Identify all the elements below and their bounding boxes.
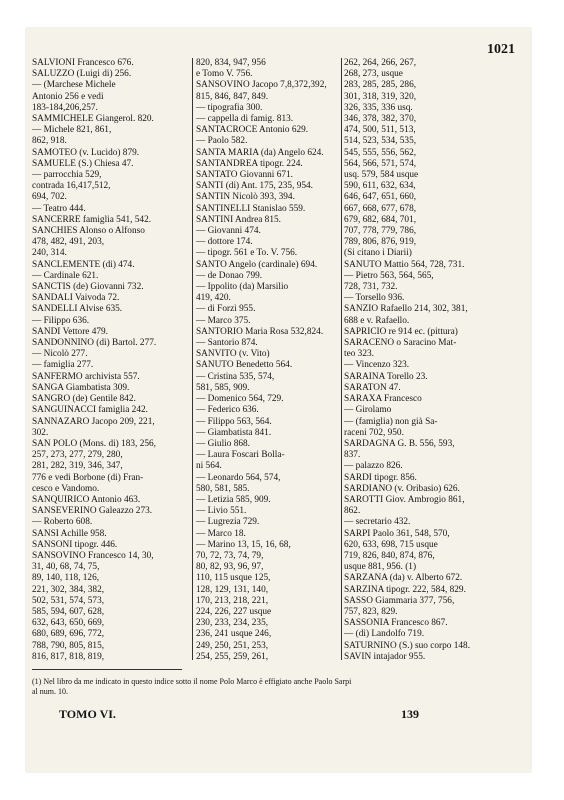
index-entry: SAMOTEO (v. Lucido) 879.	[32, 147, 140, 158]
index-entry: — Marco 18.	[196, 528, 246, 539]
index-entry: — parrocchia 529,	[32, 170, 102, 181]
index-entry: 301, 318, 319, 320,	[344, 91, 417, 102]
index-entry: — Teatro 444.	[32, 203, 86, 214]
index-entry: 170, 213, 218, 221,	[196, 595, 269, 606]
index-entry: SANCLEMENTE (di) 474.	[32, 259, 135, 270]
index-entry: 757, 823, 829.	[344, 606, 398, 617]
index-entry: SANGUINACCI famiglia 242.	[32, 405, 148, 416]
index-entry: 694, 702.	[32, 192, 67, 203]
index-entry: SANSI Achille 958.	[32, 528, 107, 539]
index-entry: SARPI Paolo 361, 548, 570,	[344, 528, 450, 539]
index-entry: 707, 778, 779, 786,	[344, 226, 417, 237]
index-entry: SAPRICIO re 914 ec. (pittura)	[344, 326, 458, 337]
index-entry: 262, 264, 266, 267,	[344, 58, 417, 68]
index-entry: — di Forzì 955.	[196, 304, 256, 315]
index-entry: SANTI (di) Ant. 175, 235, 954.	[196, 181, 313, 192]
index-entry: 585, 594, 607, 628,	[32, 606, 105, 617]
index-entry: SANFERMO archivista 557.	[32, 371, 140, 382]
index-entry: 128, 129, 131, 140,	[196, 584, 269, 595]
index-entry: SANTORIO Maria Rosa 532,824.	[196, 326, 324, 337]
index-entry: SANZIO Rafaello 214, 302, 381,	[344, 304, 468, 315]
page-number: 1021	[487, 42, 515, 57]
index-entry: Antonio 256 e vedi	[32, 91, 104, 102]
index-entry: SANDI Vettore 479.	[32, 326, 109, 337]
index-entry: SANDELLI Alvise 635.	[32, 304, 123, 315]
index-entry: — Cardinale 621.	[32, 270, 99, 281]
index-entry: SANSOVINO Francesco 14, 30,	[32, 550, 154, 561]
index-entry: 719, 826, 840, 874, 876,	[344, 550, 435, 561]
index-entry: 474, 500, 511, 513,	[344, 125, 416, 136]
index-entry: SATURNINO (S.) suo corpo 148.	[344, 640, 471, 651]
index-entry: SANTANDREA tipogr. 224.	[196, 158, 303, 169]
index-entry: SAN POLO (Mons. di) 183, 256,	[32, 438, 156, 449]
index-entry: 31, 40, 68, 74, 75,	[32, 562, 100, 573]
index-entry: SARZINA tipogr. 222, 584, 829.	[344, 584, 466, 595]
footnote-line: al num. 10.	[32, 687, 68, 696]
index-entry: SANDONNINO (di) Bartol. 277.	[32, 338, 157, 349]
index-entry: — Nicolò 277.	[32, 349, 88, 360]
index-entry: 254, 255, 259, 261,	[196, 651, 269, 662]
index-entry: — cappella di famig. 813.	[196, 114, 294, 125]
index-entry: SANNAZARO Jacopo 209, 221,	[32, 416, 155, 427]
index-entry: 80, 82, 93, 96, 97,	[196, 562, 264, 573]
index-entry: SASSO Giammaria 377, 756,	[344, 595, 455, 606]
index-entry: — Paolo 582.	[196, 136, 248, 147]
index-entry: SANSOVINO Jacopo 7,8,372,392,	[196, 80, 327, 91]
index-entry: — palazzo 826.	[344, 461, 403, 472]
index-entry: SARDIANO (v. Oribasio) 626.	[344, 483, 460, 494]
index-entry: 620, 633, 698, 715 usque	[344, 539, 438, 550]
index-entry: SANUTO Mattio 564, 728, 731.	[344, 259, 465, 270]
index-entry: — tipogr. 561 e To. V. 756.	[196, 248, 298, 259]
index-entry: — Michele 821, 861,	[32, 125, 112, 136]
index-entry: 688 e v. Rafaello.	[344, 315, 410, 326]
index-entry: 346, 378, 382, 370,	[344, 114, 417, 125]
index-entry: SAMUELE (S.) Chiesa 47.	[32, 158, 134, 169]
index-entry: raceni 702, 950.	[344, 427, 404, 438]
index-entry: 816, 817, 818, 819,	[32, 651, 105, 662]
index-entry: — famiglia 277.	[32, 360, 94, 371]
index-entry: — (famiglia) non già Sa-	[344, 416, 438, 427]
index-entry: 820, 834, 947, 956	[196, 58, 266, 68]
index-entry: SARZANA (da) v. Alberto 672.	[344, 573, 463, 584]
index-entry: 632, 643, 650, 669,	[32, 618, 105, 629]
index-entry: ni 564.	[196, 461, 222, 472]
index-entry: 89, 140, 118, 126,	[32, 573, 100, 584]
index-entry: SALUZZO (Luigi di) 256.	[32, 69, 132, 80]
index-entry: — Filippo 636.	[32, 315, 90, 326]
index-entry: — Vincenzo 323.	[344, 360, 410, 371]
index-entry: 302.	[32, 427, 49, 438]
index-entry: contrada 16,417,512,	[32, 181, 111, 192]
index-entry: SANGA Giambatista 309.	[32, 382, 130, 393]
index-entry: — Livio 551.	[196, 506, 247, 517]
index-entry: 646, 647, 651, 660,	[344, 192, 417, 203]
index-entry: SARDAGNA G. B. 556, 593,	[344, 438, 455, 449]
index-entry: SANTINELLI Stanislao 559.	[196, 203, 306, 214]
index-entry: 667, 668, 677, 678,	[344, 203, 417, 214]
index-entry: usque 881, 956. (1)	[344, 562, 417, 573]
index-entry: SANVITO (v. Vito)	[196, 349, 270, 360]
index-entry: 545, 555, 556, 562,	[344, 147, 417, 158]
index-entry: 419, 420.	[196, 293, 231, 304]
index-entry: SARAINA Torello 23.	[344, 371, 428, 382]
index-entry: 590, 611, 632, 634,	[344, 181, 416, 192]
index-entry: — Santorio 874.	[196, 338, 258, 349]
footnote	[32, 677, 502, 697]
index-entry: 679, 682, 684, 701,	[344, 214, 417, 225]
index-entry: SANTACROCE Antonio 629.	[196, 125, 309, 136]
index-entry: — dottore 174.	[196, 237, 253, 248]
index-entry: 514, 523, 534, 535,	[344, 136, 417, 147]
index-entry: — Roberto 608.	[32, 517, 93, 528]
index-entry: 776 e vedi Borbone (di) Fran-	[32, 472, 144, 483]
index-entry: 862, 918.	[32, 136, 67, 147]
index-entry: SANTO Angelo (cardinale) 694.	[196, 259, 318, 270]
index-entry: — Torsello 936.	[344, 293, 405, 304]
index-entry: SAROTTI Giov. Ambrogio 861,	[344, 494, 465, 505]
index-entry: 224, 226, 227 usque	[196, 606, 272, 617]
index-entry: 502, 531, 574, 573,	[32, 595, 105, 606]
index-entry: — Cristina 535, 574,	[196, 371, 275, 382]
column-divider	[192, 58, 193, 660]
index-entry: 580, 581, 585.	[196, 483, 250, 494]
index-entry: usq. 579, 584 usque	[344, 170, 419, 181]
index-entry: 249, 250, 251, 253,	[196, 640, 269, 651]
index-entry: — Domenico 564, 729.	[196, 394, 284, 405]
index-entry: — Leonardo 564, 574,	[196, 472, 281, 483]
index-entry: — Giambatista 841.	[196, 427, 272, 438]
folio-number: 139	[401, 707, 419, 721]
index-entry: 815, 846, 847, 849.	[196, 91, 269, 102]
index-entry: — Marino 13, 15, 16, 68,	[196, 539, 291, 550]
index-entry: — Ippolito (da) Marsilio	[196, 282, 289, 293]
index-entry: 283, 285, 285, 286,	[344, 80, 417, 91]
index-entry: — Lugrezia 729.	[196, 517, 260, 528]
index-entry: — Filippo 563, 564.	[196, 416, 272, 427]
index-entry: — Girolamo	[344, 405, 392, 416]
index-entry: SARAXA Francesco	[344, 394, 422, 405]
index-entry: 680, 689, 696, 772,	[32, 629, 105, 640]
index-entry: — Giulio 868.	[196, 438, 250, 449]
index-entry: SARATON 47.	[344, 382, 401, 393]
index-entry: SAVIN intajador 955.	[344, 651, 426, 662]
index-entry: 70, 72, 73, 74, 79,	[196, 550, 264, 561]
index-entry: SANUTO Benedetto 564.	[196, 360, 293, 371]
index-entry: (Si citano i Diarii)	[344, 248, 412, 259]
index-entry: 110, 115 usque 125,	[196, 573, 271, 584]
index-entry: — (Marchese Michele	[32, 80, 116, 91]
index-entry: — de Donao 799.	[196, 270, 263, 281]
index-entry: 281, 282, 319, 346, 347,	[32, 461, 123, 472]
index-entry: 268, 273, usque	[344, 69, 403, 80]
index-entry: SANSONI tipogr. 446.	[32, 539, 118, 550]
index-entry: SANTA MARIA (da) Angelo 624.	[196, 147, 324, 158]
index-page	[26, 28, 531, 772]
footnote-rule	[32, 669, 182, 670]
index-entry: SASSONIA Francesco 867.	[344, 618, 448, 629]
index-entry: 257, 273, 277, 279, 280,	[32, 450, 123, 461]
index-entry: — tipografia 300.	[196, 102, 263, 113]
index-entry: 728, 731, 732.	[344, 282, 398, 293]
index-entry: 789, 806, 876, 919,	[344, 237, 417, 248]
index-entry: SARDI tipogr. 856.	[344, 472, 417, 483]
index-entry: 221, 302, 384, 382,	[32, 584, 105, 595]
index-entry: 837.	[344, 450, 361, 461]
index-entry: SANGRO (de) Gentile 842.	[32, 394, 136, 405]
index-entry: — (di) Landolfo 719.	[344, 629, 425, 640]
index-entry: SANTATO Giovanni 671.	[196, 170, 293, 181]
index-entry: 478, 482, 491, 203,	[32, 237, 105, 248]
footnote-line: (1) Nel libro da me indicato in questo indice sotto il nome Polo Marco è effigiato anche Paolo Sarpi	[32, 677, 352, 686]
index-entry: 581, 585, 909.	[196, 382, 250, 393]
index-entry: SALVIONI Francesco 676.	[32, 58, 134, 68]
index-entry: 230, 233, 234, 235,	[196, 618, 269, 629]
index-entry: SANTIN Nicolò 393, 394.	[196, 192, 295, 203]
index-entry: — secretario 432.	[344, 517, 411, 528]
index-entry: 326, 335, 336 usq.	[344, 102, 413, 113]
index-entry: — Marco 375.	[196, 315, 251, 326]
index-entry: SARACENO o Saracino Mat-	[344, 338, 457, 349]
index-entry: 183-184,206,257.	[32, 102, 98, 113]
index-entry: — Federico 636.	[196, 405, 259, 416]
index-entry: — Letizia 585, 909.	[196, 494, 271, 505]
index-entry: — Laura Foscari Bolla-	[196, 450, 285, 461]
index-entry: SANSEVERINO Galeazzo 273.	[32, 506, 153, 517]
index-column-3	[344, 58, 526, 663]
index-entry: SANTINI Andrea 815.	[196, 214, 281, 225]
index-entry: — Giovanni 474.	[196, 226, 261, 237]
index-entry: cesco e Vandomo.	[32, 483, 100, 494]
index-entry: SANCTIS (de) Giovanni 732.	[32, 282, 144, 293]
index-entry: 788, 790, 805, 815,	[32, 640, 105, 651]
index-entry: SANQUIRICO Antonio 463.	[32, 494, 141, 505]
index-entry: 236, 241 usque 246,	[196, 629, 272, 640]
index-entry: 862.	[344, 506, 361, 517]
index-entry: SAMMICHELE Giangerol. 820.	[32, 114, 154, 125]
index-entry: SANDALI Vaivoda 72.	[32, 293, 120, 304]
index-entry: SANCERRE famiglia 541, 542.	[32, 214, 152, 225]
volume-label: TOMO VI.	[59, 707, 116, 721]
index-entry: — Pietro 563, 564, 565,	[344, 270, 434, 281]
index-entry: 240, 314.	[32, 248, 67, 259]
index-column-1	[32, 58, 194, 663]
index-entry: e Tomo V. 756.	[196, 69, 253, 80]
index-entry: teo 323.	[344, 349, 374, 360]
index-entry: SANCHIES Alonso o Alfonso	[32, 226, 145, 237]
column-divider	[341, 58, 342, 660]
index-entry: 564, 566, 571, 574,	[344, 158, 417, 169]
